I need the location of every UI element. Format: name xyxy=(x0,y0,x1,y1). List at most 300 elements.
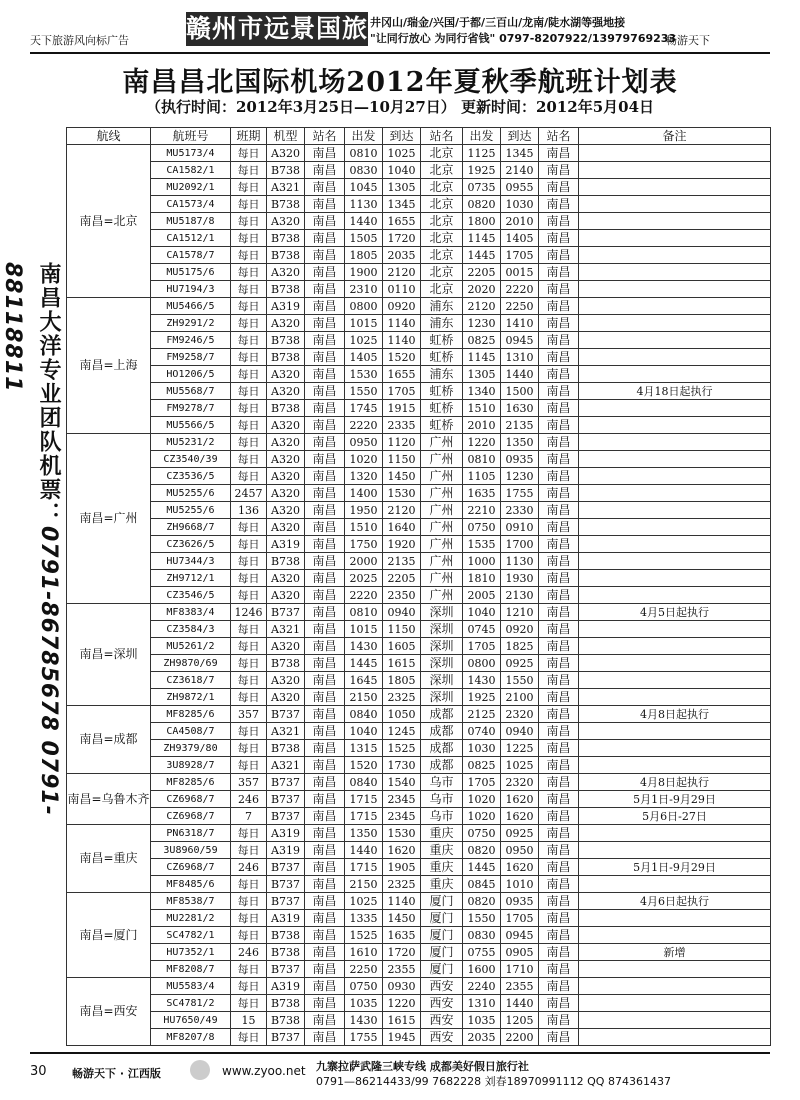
table-row xyxy=(67,162,771,179)
table-cell: 1505 xyxy=(345,230,383,247)
route-cell: 南昌=广州 xyxy=(67,434,151,604)
table-cell: B738 xyxy=(267,196,305,213)
table-row xyxy=(67,876,771,893)
remark-cell: 4月5日起执行 xyxy=(579,604,771,621)
flight-number-cell: HU7650/49 xyxy=(151,1012,231,1029)
table-header-row xyxy=(67,128,771,145)
table-cell: 深圳 xyxy=(421,621,463,638)
table-cell: 虹桥 xyxy=(421,400,463,417)
table-cell: 南昌 xyxy=(539,570,579,587)
page-title: 南昌昌北国际机场2012年夏秋季航班计划表 xyxy=(122,67,678,98)
table-cell: 1430 xyxy=(463,672,501,689)
remark-cell xyxy=(579,417,771,434)
table-cell: 1305 xyxy=(383,179,421,196)
table-cell: 0800 xyxy=(345,298,383,315)
table-cell: A321 xyxy=(267,757,305,774)
table-cell: 0755 xyxy=(463,944,501,961)
remark-cell xyxy=(579,689,771,706)
table-cell: 深圳 xyxy=(421,655,463,672)
table-cell: 南昌 xyxy=(539,944,579,961)
flight-number-cell: FM9258/7 xyxy=(151,349,231,366)
table-cell: 1620 xyxy=(501,808,539,825)
table-cell: 2325 xyxy=(383,876,421,893)
table-row xyxy=(67,451,771,468)
flight-number-cell: MU5231/2 xyxy=(151,434,231,451)
table-cell: 1655 xyxy=(383,213,421,230)
table-cell: 0750 xyxy=(345,978,383,995)
table-cell: A320 xyxy=(267,468,305,485)
table-cell: 2355 xyxy=(501,978,539,995)
header-brand: 赣州市远景国旅 xyxy=(186,12,368,46)
flight-number-cell: MF8285/6 xyxy=(151,706,231,723)
table-row xyxy=(67,332,771,349)
flight-number-cell: CZ3540/39 xyxy=(151,451,231,468)
remark-cell xyxy=(579,162,771,179)
table-cell: 南昌 xyxy=(539,893,579,910)
table-cell: 西安 xyxy=(421,1029,463,1046)
table-row xyxy=(67,689,771,706)
table-cell: B737 xyxy=(267,604,305,621)
table-row xyxy=(67,655,771,672)
table-cell: 南昌 xyxy=(305,655,345,672)
table-cell: 1310 xyxy=(501,349,539,366)
table-cell: 1550 xyxy=(463,910,501,927)
flight-number-cell: CA1512/1 xyxy=(151,230,231,247)
table-cell: 0015 xyxy=(501,264,539,281)
table-cell: 2010 xyxy=(501,213,539,230)
table-cell: 1655 xyxy=(383,366,421,383)
flight-number-cell: MU5175/6 xyxy=(151,264,231,281)
remark-cell xyxy=(579,332,771,349)
table-cell: 2135 xyxy=(501,417,539,434)
table-cell: 南昌 xyxy=(305,485,345,502)
table-cell: 1015 xyxy=(345,621,383,638)
table-cell: 2310 xyxy=(345,281,383,298)
flight-schedule-table xyxy=(66,127,771,1046)
table-cell: 1140 xyxy=(383,332,421,349)
table-cell: 1825 xyxy=(501,638,539,655)
table-cell: 南昌 xyxy=(539,417,579,434)
table-cell: A320 xyxy=(267,315,305,332)
table-cell: 1350 xyxy=(345,825,383,842)
table-row xyxy=(67,757,771,774)
table-cell: 广州 xyxy=(421,485,463,502)
table-cell: 南昌 xyxy=(305,706,345,723)
remark-cell: 4月18日起执行 xyxy=(579,383,771,400)
table-cell: 1755 xyxy=(501,485,539,502)
table-cell: 深圳 xyxy=(421,689,463,706)
table-cell: 南昌 xyxy=(305,808,345,825)
table-cell: 南昌 xyxy=(539,842,579,859)
flight-number-cell: ZH9668/7 xyxy=(151,519,231,536)
table-cell: B737 xyxy=(267,876,305,893)
table-cell: 南昌 xyxy=(539,502,579,519)
table-cell: 0810 xyxy=(463,451,501,468)
table-cell: 1040 xyxy=(345,723,383,740)
table-cell: B737 xyxy=(267,706,305,723)
table-row xyxy=(67,281,771,298)
remark-cell xyxy=(579,621,771,638)
remark-cell xyxy=(579,366,771,383)
table-cell: 1205 xyxy=(501,1012,539,1029)
table-cell: 1210 xyxy=(501,604,539,621)
table-cell: 南昌 xyxy=(539,655,579,672)
table-cell: 每日 xyxy=(231,281,267,298)
table-cell: 南昌 xyxy=(539,774,579,791)
table-cell: 南昌 xyxy=(539,723,579,740)
table-cell: 0825 xyxy=(463,757,501,774)
table-cell: 1120 xyxy=(383,434,421,451)
footer-ad-line-2: 0791—86214433/99 7682228 刘春18970991112 QQ 874361437 xyxy=(316,1075,671,1088)
table-cell: 1105 xyxy=(463,468,501,485)
table-cell: 每日 xyxy=(231,910,267,927)
flight-number-cell: ZH9870/69 xyxy=(151,655,231,672)
table-cell: 每日 xyxy=(231,961,267,978)
table-cell: 南昌 xyxy=(305,910,345,927)
table-cell: 2020 xyxy=(463,281,501,298)
table-cell: 南昌 xyxy=(539,383,579,400)
column-header: 站名 xyxy=(421,128,463,145)
table-cell: 1230 xyxy=(501,468,539,485)
table-cell: 2125 xyxy=(463,706,501,723)
table-row xyxy=(67,944,771,961)
flight-number-cell: ZH9872/1 xyxy=(151,689,231,706)
column-header: 到达 xyxy=(501,128,539,145)
table-cell: 南昌 xyxy=(305,978,345,995)
flight-number-cell: MF8538/7 xyxy=(151,893,231,910)
table-cell: 每日 xyxy=(231,638,267,655)
table-cell: 0840 xyxy=(345,774,383,791)
table-cell: 0940 xyxy=(501,723,539,740)
table-row xyxy=(67,893,771,910)
table-cell: B738 xyxy=(267,740,305,757)
table-cell: 1430 xyxy=(345,1012,383,1029)
table-cell: 南昌 xyxy=(539,536,579,553)
table-cell: 1805 xyxy=(345,247,383,264)
table-cell: 虹桥 xyxy=(421,417,463,434)
table-cell: 1535 xyxy=(463,536,501,553)
table-cell: 1340 xyxy=(463,383,501,400)
footer-ad-line-1: 九寨拉萨武隆三峡专线 成都美好假日旅行社 xyxy=(316,1060,529,1073)
flight-number-cell: MF8207/8 xyxy=(151,1029,231,1046)
table-row xyxy=(67,366,771,383)
table-cell: 1705 xyxy=(383,383,421,400)
header-line-1: 井冈山/瑞金/兴国/于都/三百山/龙南/陡水湖等强地接 xyxy=(370,16,626,29)
table-cell: 1020 xyxy=(463,791,501,808)
table-cell: 每日 xyxy=(231,332,267,349)
remark-cell xyxy=(579,468,771,485)
table-cell: 2205 xyxy=(383,570,421,587)
table-cell: 2035 xyxy=(383,247,421,264)
table-cell: 1520 xyxy=(345,757,383,774)
remark-cell xyxy=(579,978,771,995)
flight-number-cell: MU5187/8 xyxy=(151,213,231,230)
column-header: 备注 xyxy=(579,128,771,145)
table-cell: 2000 xyxy=(345,553,383,570)
remark-cell xyxy=(579,655,771,672)
table-cell: 每日 xyxy=(231,315,267,332)
table-cell: 南昌 xyxy=(305,672,345,689)
table-cell: 1445 xyxy=(463,247,501,264)
table-cell: 南昌 xyxy=(305,264,345,281)
table-cell: 南昌 xyxy=(305,349,345,366)
table-row xyxy=(67,672,771,689)
table-cell: A320 xyxy=(267,689,305,706)
table-cell: 每日 xyxy=(231,230,267,247)
table-cell: A320 xyxy=(267,587,305,604)
table-cell: 1550 xyxy=(501,672,539,689)
remark-cell xyxy=(579,213,771,230)
table-cell: 2220 xyxy=(345,587,383,604)
flight-number-cell: MF8285/6 xyxy=(151,774,231,791)
table-cell: 1635 xyxy=(463,485,501,502)
table-cell: 1050 xyxy=(383,706,421,723)
table-row xyxy=(67,417,771,434)
table-cell: A319 xyxy=(267,910,305,927)
flight-number-cell: CZ3626/5 xyxy=(151,536,231,553)
table-cell: 南昌 xyxy=(305,876,345,893)
table-cell: B737 xyxy=(267,774,305,791)
table-cell: 南昌 xyxy=(539,366,579,383)
column-header: 到达 xyxy=(383,128,421,145)
flight-number-cell: CA1573/4 xyxy=(151,196,231,213)
table-cell: B738 xyxy=(267,400,305,417)
table-row xyxy=(67,1029,771,1046)
flight-number-cell: FM9278/7 xyxy=(151,400,231,417)
table-cell: 乌市 xyxy=(421,791,463,808)
column-header: 航线 xyxy=(67,128,151,145)
table-cell: 0810 xyxy=(345,604,383,621)
table-row xyxy=(67,825,771,842)
table-cell: 每日 xyxy=(231,349,267,366)
table-cell: 1045 xyxy=(345,179,383,196)
table-cell: 1715 xyxy=(345,791,383,808)
table-row xyxy=(67,502,771,519)
table-cell: 浦东 xyxy=(421,298,463,315)
remark-cell xyxy=(579,315,771,332)
route-cell: 南昌=上海 xyxy=(67,298,151,434)
table-cell: 1025 xyxy=(345,893,383,910)
table-cell: 南昌 xyxy=(305,961,345,978)
table-cell: 南昌 xyxy=(539,638,579,655)
table-cell: 246 xyxy=(231,944,267,961)
table-cell: 南昌 xyxy=(539,230,579,247)
table-cell: 每日 xyxy=(231,689,267,706)
table-cell: 南昌 xyxy=(539,587,579,604)
table-cell: 南昌 xyxy=(539,791,579,808)
table-cell: 南昌 xyxy=(305,230,345,247)
page-number: 30 xyxy=(30,1064,47,1079)
table-cell: 0920 xyxy=(501,621,539,638)
table-cell: 北京 xyxy=(421,247,463,264)
table-cell: 每日 xyxy=(231,621,267,638)
table-cell: 南昌 xyxy=(305,638,345,655)
table-cell: 南昌 xyxy=(539,876,579,893)
table-cell: 1315 xyxy=(345,740,383,757)
flight-number-cell: SC4782/1 xyxy=(151,927,231,944)
magazine-name: 畅游天下 · 江西版 xyxy=(72,1067,161,1080)
website-link[interactable]: www.zyoo.net xyxy=(222,1064,306,1078)
table-cell: 0935 xyxy=(501,893,539,910)
table-row xyxy=(67,196,771,213)
table-cell: 1025 xyxy=(383,145,421,162)
table-cell: 1445 xyxy=(345,655,383,672)
table-row xyxy=(67,213,771,230)
table-cell: 1140 xyxy=(383,315,421,332)
header-right-text: 畅游天下 xyxy=(666,34,710,47)
table-cell: 1025 xyxy=(345,332,383,349)
remark-cell xyxy=(579,298,771,315)
seal-icon xyxy=(190,1060,210,1080)
table-cell: A320 xyxy=(267,451,305,468)
table-cell: 1705 xyxy=(501,910,539,927)
table-cell: 0920 xyxy=(383,298,421,315)
table-row xyxy=(67,247,771,264)
table-cell: 1720 xyxy=(383,230,421,247)
remark-cell: 5月1日-9月29日 xyxy=(579,791,771,808)
table-cell: 重庆 xyxy=(421,842,463,859)
table-row xyxy=(67,315,771,332)
table-cell: 每日 xyxy=(231,400,267,417)
table-cell: 1040 xyxy=(463,604,501,621)
table-row xyxy=(67,791,771,808)
table-cell: 1445 xyxy=(463,859,501,876)
table-cell: 南昌 xyxy=(539,468,579,485)
column-header: 出发 xyxy=(463,128,501,145)
table-cell: 每日 xyxy=(231,451,267,468)
table-cell: 南昌 xyxy=(305,825,345,842)
table-cell: A320 xyxy=(267,434,305,451)
flight-number-cell: PN6318/7 xyxy=(151,825,231,842)
table-cell: 南昌 xyxy=(539,179,579,196)
table-cell: 0925 xyxy=(501,655,539,672)
route-cell: 南昌=乌鲁木齐 xyxy=(67,774,151,825)
table-cell: 南昌 xyxy=(305,791,345,808)
table-cell: 南昌 xyxy=(539,1029,579,1046)
table-cell: 南昌 xyxy=(305,927,345,944)
table-row xyxy=(67,706,771,723)
table-cell: 南昌 xyxy=(539,315,579,332)
table-cell: 每日 xyxy=(231,553,267,570)
table-cell: 广州 xyxy=(421,553,463,570)
table-cell: A320 xyxy=(267,485,305,502)
table-cell: 南昌 xyxy=(305,536,345,553)
table-cell: 南昌 xyxy=(539,910,579,927)
table-row xyxy=(67,859,771,876)
table-cell: 2320 xyxy=(501,774,539,791)
table-cell: 广州 xyxy=(421,519,463,536)
table-cell: 0950 xyxy=(501,842,539,859)
table-cell: 南昌 xyxy=(305,774,345,791)
page-header xyxy=(0,0,800,50)
table-cell: 1750 xyxy=(345,536,383,553)
table-cell: 1030 xyxy=(463,740,501,757)
table-cell: 每日 xyxy=(231,179,267,196)
table-cell: 0110 xyxy=(383,281,421,298)
table-cell: 每日 xyxy=(231,672,267,689)
table-cell: 南昌 xyxy=(539,621,579,638)
route-cell: 南昌=重庆 xyxy=(67,825,151,893)
table-cell: 1805 xyxy=(383,672,421,689)
column-header: 站名 xyxy=(539,128,579,145)
table-cell: 2100 xyxy=(501,689,539,706)
table-cell: 1410 xyxy=(501,315,539,332)
table-row xyxy=(67,383,771,400)
table-cell: 1430 xyxy=(345,638,383,655)
table-cell: 深圳 xyxy=(421,672,463,689)
flight-number-cell: CZ3546/5 xyxy=(151,587,231,604)
table-cell: 每日 xyxy=(231,995,267,1012)
table-cell: 1230 xyxy=(463,315,501,332)
table-cell: 南昌 xyxy=(539,264,579,281)
flight-number-cell: MF8485/6 xyxy=(151,876,231,893)
table-cell: 1715 xyxy=(345,859,383,876)
table-cell: 重庆 xyxy=(421,876,463,893)
flight-number-cell: HU7352/1 xyxy=(151,944,231,961)
table-cell: A319 xyxy=(267,842,305,859)
table-cell: 1015 xyxy=(345,315,383,332)
table-cell: 1405 xyxy=(345,349,383,366)
table-cell: 0750 xyxy=(463,825,501,842)
table-cell: 0750 xyxy=(463,519,501,536)
remark-cell xyxy=(579,502,771,519)
table-cell: 1540 xyxy=(383,774,421,791)
table-cell: 246 xyxy=(231,859,267,876)
table-cell: 7 xyxy=(231,808,267,825)
table-cell: 每日 xyxy=(231,893,267,910)
table-cell: 深圳 xyxy=(421,604,463,621)
remark-cell xyxy=(579,196,771,213)
table-cell: B737 xyxy=(267,893,305,910)
table-cell: 1140 xyxy=(383,893,421,910)
table-cell: 南昌 xyxy=(539,927,579,944)
table-row xyxy=(67,1012,771,1029)
table-cell: 1125 xyxy=(463,145,501,162)
table-cell: 北京 xyxy=(421,196,463,213)
flight-number-cell: MU5261/2 xyxy=(151,638,231,655)
table-cell: 0820 xyxy=(463,842,501,859)
table-row xyxy=(67,740,771,757)
table-cell: 1745 xyxy=(345,400,383,417)
table-cell: 南昌 xyxy=(539,247,579,264)
table-cell: 1755 xyxy=(345,1029,383,1046)
table-row xyxy=(67,978,771,995)
remark-cell xyxy=(579,451,771,468)
table-cell: 重庆 xyxy=(421,825,463,842)
table-cell: 南昌 xyxy=(539,740,579,757)
table-cell: 1245 xyxy=(383,723,421,740)
table-cell: 2320 xyxy=(501,706,539,723)
table-cell: 南昌 xyxy=(305,400,345,417)
table-cell: 1440 xyxy=(345,842,383,859)
flight-number-cell: CA1582/1 xyxy=(151,162,231,179)
table-cell: 南昌 xyxy=(305,621,345,638)
table-cell: A319 xyxy=(267,536,305,553)
table-row xyxy=(67,468,771,485)
remark-cell xyxy=(579,638,771,655)
table-row xyxy=(67,298,771,315)
table-cell: 南昌 xyxy=(539,400,579,417)
table-cell: 南昌 xyxy=(305,213,345,230)
table-cell: 2457 xyxy=(231,485,267,502)
flight-number-cell: 3U8960/59 xyxy=(151,842,231,859)
table-cell: 1645 xyxy=(345,672,383,689)
flight-number-cell: CZ3618/7 xyxy=(151,672,231,689)
table-cell: 2240 xyxy=(463,978,501,995)
route-cell: 南昌=北京 xyxy=(67,145,151,298)
table-cell: B737 xyxy=(267,791,305,808)
table-cell: 深圳 xyxy=(421,638,463,655)
